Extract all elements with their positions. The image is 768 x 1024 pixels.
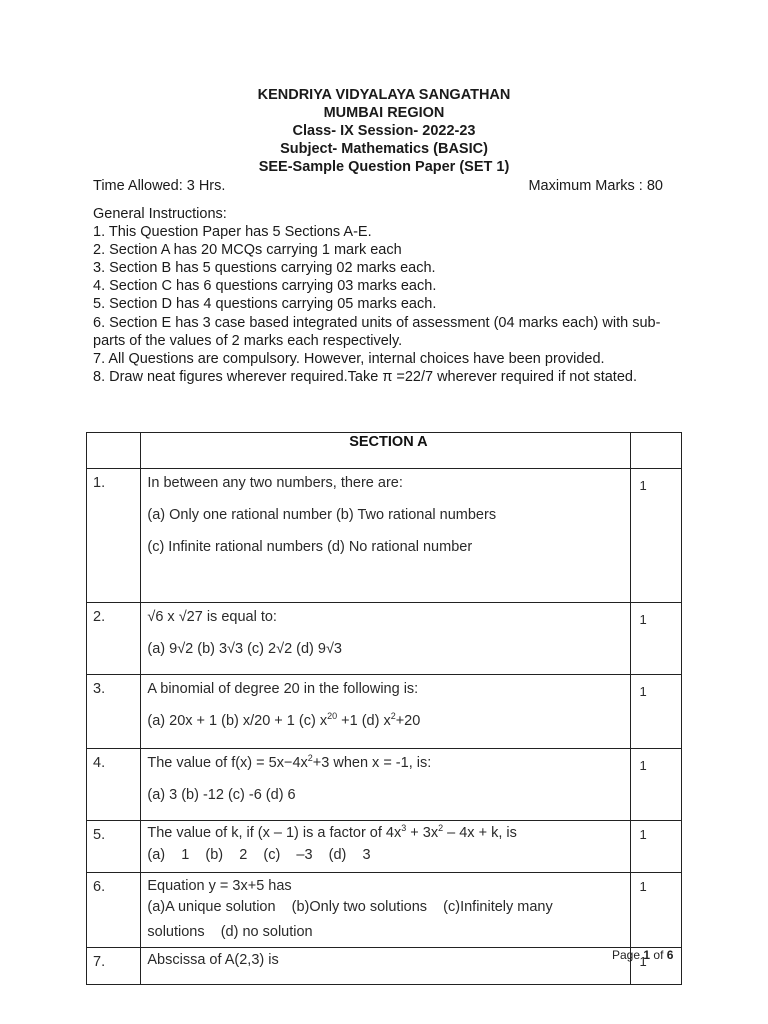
question-text: Abscissa of A(2,3) is: [147, 952, 279, 968]
question-number: 2.: [87, 603, 141, 675]
time-allowed: Time Allowed: 3 Hrs.: [93, 178, 226, 194]
question-row: [87, 675, 682, 749]
question-number: 7.: [87, 948, 141, 985]
maximum-marks: Maximum Marks : 80: [528, 178, 663, 194]
question-text: The value of $f(x) = 5x-4x^2+3$ when x = -1, is:: [147, 753, 432, 771]
school-name: KENDRIYA VIDYALAYA SANGATHAN: [257, 87, 511, 103]
question-number: 6.: [87, 873, 141, 948]
question-cell: [141, 749, 630, 821]
question-text: √6 x √27 is equal to:: [147, 609, 277, 625]
instruction-item: 4. Section C has 6 questions carrying 03 marks each.: [93, 278, 437, 295]
question-marks: 1: [630, 469, 682, 603]
question-options: (a) 9√2 (b) 3√3 (c) 2√2 (d) 9√3: [147, 641, 342, 657]
instruction-item: 2. Section A has 20 MCQs carrying 1 mark each: [93, 242, 402, 259]
instruction-item: 6. Section E has 3 case based integrated units of assessment (04 marks each) with sub-parts of the values of 2 marks each respectively.: [93, 314, 661, 349]
question-options: solutions (d) no solution: [147, 924, 313, 940]
empty-cell: [87, 433, 141, 469]
question-text: In between any two numbers, there are:: [147, 475, 403, 491]
question-number: 3.: [87, 675, 141, 749]
question-options: (a) 3 (b) -12 (c) -6 (d) 6: [147, 787, 296, 803]
question-marks: 1: [630, 948, 682, 985]
question-cell: [141, 469, 630, 603]
instructions-title: General Instructions:: [93, 206, 227, 222]
region-name: MUMBAI REGION: [323, 105, 445, 121]
question-table: [86, 432, 682, 985]
instruction-item: 1. This Question Paper has 5 Sections A-E.: [93, 224, 372, 241]
instruction-item: 5. Section D has 4 questions carrying 05 marks each.: [93, 296, 437, 313]
question-row: [87, 821, 682, 873]
time-marks-line: [93, 177, 663, 195]
question-number: 5.: [87, 821, 141, 873]
of-word: of: [653, 948, 664, 962]
page-footer: [612, 948, 673, 962]
question-text: Equation y = 3x+5 has: [147, 878, 292, 894]
question-cell: [141, 603, 630, 675]
question-options: (a)A unique solution (b)Only two solutions (c)Infinitely many: [147, 899, 553, 915]
subject: Subject- Mathematics (BASIC): [280, 141, 488, 157]
question-row: [87, 603, 682, 675]
empty-cell: [630, 433, 682, 469]
question-marks: 1: [630, 675, 682, 749]
question-options: (a) 20x + 1 (b) x/20 + 1 (c) $x^{20} +1$ (d) $x^2+20$: [147, 711, 421, 729]
question-marks: 1: [630, 603, 682, 675]
question-number: 1.: [87, 469, 141, 603]
question-text: A binomial of degree 20 in the following is:: [147, 681, 419, 697]
question-marks: 1: [630, 873, 682, 948]
class-session: Class- IX Session- 2022-23: [292, 123, 476, 139]
instruction-item: 3. Section B has 5 questions carrying 02 marks each.: [93, 260, 436, 277]
question-marks: 1: [630, 821, 682, 873]
general-instructions: [93, 205, 678, 386]
question-row: [87, 469, 682, 603]
question-options: (a) 1 (b) 2 (c) –3 (d) 3: [147, 847, 371, 863]
question-number: 4.: [87, 749, 141, 821]
question-cell: [141, 821, 630, 873]
question-options: (c) Infinite rational numbers (d) No rational number: [147, 539, 473, 555]
paper-header: [0, 86, 768, 176]
instruction-item: 7. All Questions are compulsory. However, internal choices have been provided.: [93, 350, 605, 367]
question-row: [87, 948, 682, 985]
section-header-row: [87, 433, 682, 469]
question-cell: [141, 675, 630, 749]
question-marks: 1: [630, 749, 682, 821]
page-number: 1: [643, 948, 651, 962]
question-row: [87, 749, 682, 821]
question-options: (a) Only one rational number (b) Two rational numbers: [147, 507, 497, 523]
question-row: [87, 873, 682, 948]
question-cell: [141, 873, 630, 948]
instruction-item: 8. Draw neat figures wherever required.Take π =22/7 wherever required if not stated.: [93, 368, 637, 385]
page-total: 6: [666, 948, 674, 962]
question-cell: [141, 948, 630, 985]
question-text: The value of k, if (x – 1) is a factor of $4x^3 + 3x^2 - 4x + k$, is: [147, 823, 517, 841]
page-word: Page: [612, 948, 641, 962]
paper-title: SEE-Sample Question Paper (SET 1): [258, 159, 510, 175]
section-title: SECTION A: [141, 433, 630, 469]
